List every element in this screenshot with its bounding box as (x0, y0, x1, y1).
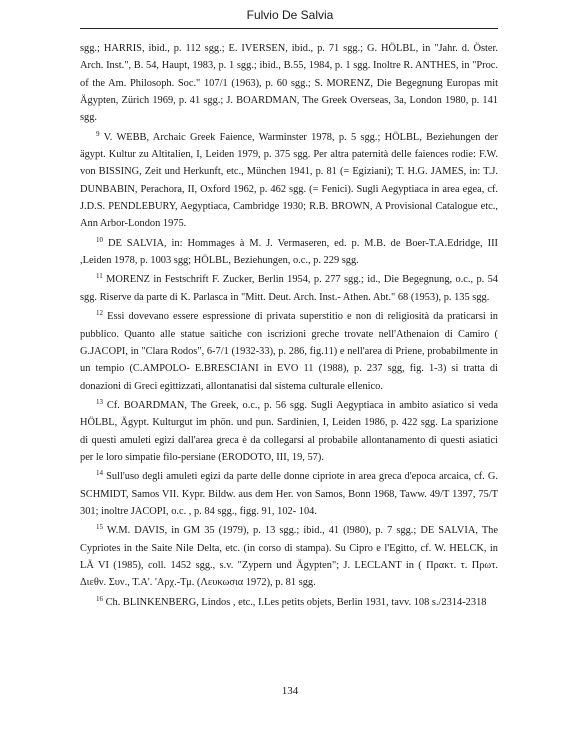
footnote-13 (80, 397, 498, 466)
footnote-number: 16 (96, 594, 103, 603)
footnote-15 (80, 522, 498, 591)
footnote-text: sgg.; HARRIS, ibid., p. 112 sgg.; E. IVERSEN, ibid., p. 71 sgg.; G. HÖLBL, in "Jahr. d. Öster. Arch. Inst.", B. 54, Haupt, 1983, p. 1 sgg.; ibid., B.55, 1984, p. 1 sgg. Inoltre R. ANTHES, in "Proc. of the Am. Philosoph. Soc." 107/1 (1963), p. 60 sgg.; S. MORENZ, Die Begegnung Europas mit Ägypten, Zürich 1969, p. 41 sgg.; J. BOARDMAN, The Greek Overseas, 3a, London 1980, p. 141 sgg. (80, 43, 498, 124)
footnote-number: 15 (96, 523, 103, 532)
footnote-16 (80, 594, 498, 611)
footnote-text: Essi dovevano essere espressione di privata superstitio e non di religiosità da praticarsi in pubblico. Quanto alle statue saitiche con iscrizioni greche trovate nell'Athenaion di Camiro ( G.JACOPI, in "Clara Rodos", 6-7/1 (1932-33), p. 286, fig.11) e nell'area di Priene, probabilmente in un tempio (C.AMPOLO- E.BRESCIANI in EVO 11 (1988), p. 237 sgg, fig. 1-3) si tratta di donazioni di Greci egittizzati, allontanatisi dal sistema culturale ellenico. (80, 311, 498, 392)
footnote-number: 14 (96, 469, 103, 478)
footnote-number: 11 (96, 272, 103, 281)
footnote-text: W.M. DAVIS, in GM 35 (1979), p. 13 sgg.; ibid., 41 (l980), p. 7 sgg.; DE SALVIA, The Cypriotes in the Saite Nile Delta, etc. (in corso di stampa). Su Cipro e l'Egitto, cf. W. HELCK, in LÄ VI (1985), coll. 1452 sgg., s.v. "Zypern und Ägypten"; J. LECLANT in ( Πρακτ. τ. Πρωτ. Διεθν. Συν., Τ.Α'. 'Αρχ.-Τμ. (Λευκωσια 1972), p. 81 sgg. (80, 525, 498, 589)
footnote-text: MORENZ in Festschrift F. Zucker, Berlin 1954, p. 277 sgg.; id., Die Begegnung, o.c., p. 54 sgg. Riserve da parte di K. Parlasca in "Mitt. Deut. Arch. Inst.- Athen. Abt." 68 (1953), p. 135 sgg. (80, 274, 498, 303)
footnote-text: Sull'uso degli amuleti egizi da parte delle donne cipriote in area greca d'epoca arcaica, cf. G. SCHMIDT, Samos VII. Kypr. Bildw. aus dem Her. von Samos, Bonn 1968, Taww. 49/T 1397, 75/T 301; inoltre JACOPI, o.c. , p. 84 sgg., figg. 91, 102- 104. (80, 471, 498, 517)
footnote-11 (80, 271, 498, 306)
footnote-number: 10 (96, 235, 103, 244)
page-number: 134 (281, 685, 299, 697)
footnote-14 (80, 468, 498, 520)
footnote-text: Ch. BLINKENBERG, Lindos , etc., I.Les petits objets, Berlin 1931, tavv. 108 s./2314-2318 (105, 596, 487, 608)
footnote-number: 12 (96, 309, 103, 318)
footnote-continuation (80, 40, 498, 127)
header-rule (80, 28, 498, 29)
footnote-12 (80, 308, 498, 395)
footnote-number: 13 (96, 397, 103, 406)
footnote-number: 9 (96, 129, 100, 138)
footnote-10 (80, 235, 498, 270)
footnote-text: DE SALVIA, in: Hommages à M. J. Vermaseren, ed. p. M.B. de Boer-T.A.Edridge, III ,Leiden 1978, p. 1003 sgg; HÖLBL, Beziehungen, o.c., p. 229 sgg. (80, 237, 498, 267)
footnote-text: Cf. BOARDMAN, The Greek, o.c., p. 56 sgg. Sugli Aegyptiaca in ambito asiatico si veda HÖLBL, Ägypt. Kulturgut im phön. und pun. Sardinien, I, Leiden 1986, p. 422 sgg. La sparizione di questi amuleti egizi dall'area greca è da collegarsi al probabile allontanamento di questi asiatici per le loro simpatie filo-persiane (ERODOTO, III, 19, 57). (80, 399, 498, 463)
footnote-9 (80, 129, 498, 233)
footnotes-body (80, 40, 498, 613)
footnote-text: V. WEBB, Archaic Greek Faience, Warminster 1978, p. 5 sgg.; HÖLBL, Beziehungen der ägypt. Kultur zu Altitalien, I, Leiden 1979, p. 375 sgg. Per altra paternità delle faiences rodie: F.W. von BISSING, Zeit und Herkunft, etc., München 1941, p. 81 (= Egiziani); T. H.G. JAMES, in: T.J. DUNBABIN, Perachora, II, Oxford 1962, p. 462 sgg. (= Fenici). Sugli Aegyptiaca in area egea, cf. J.D.S. PENDLEBURY, Aegyptiaca, Cambridge 1930; R.B. BROWN, A Provisional Catalogue etc., Ann Arbor-London 1975. (80, 131, 498, 230)
running-header: Fulvio De Salvia (246, 8, 334, 22)
